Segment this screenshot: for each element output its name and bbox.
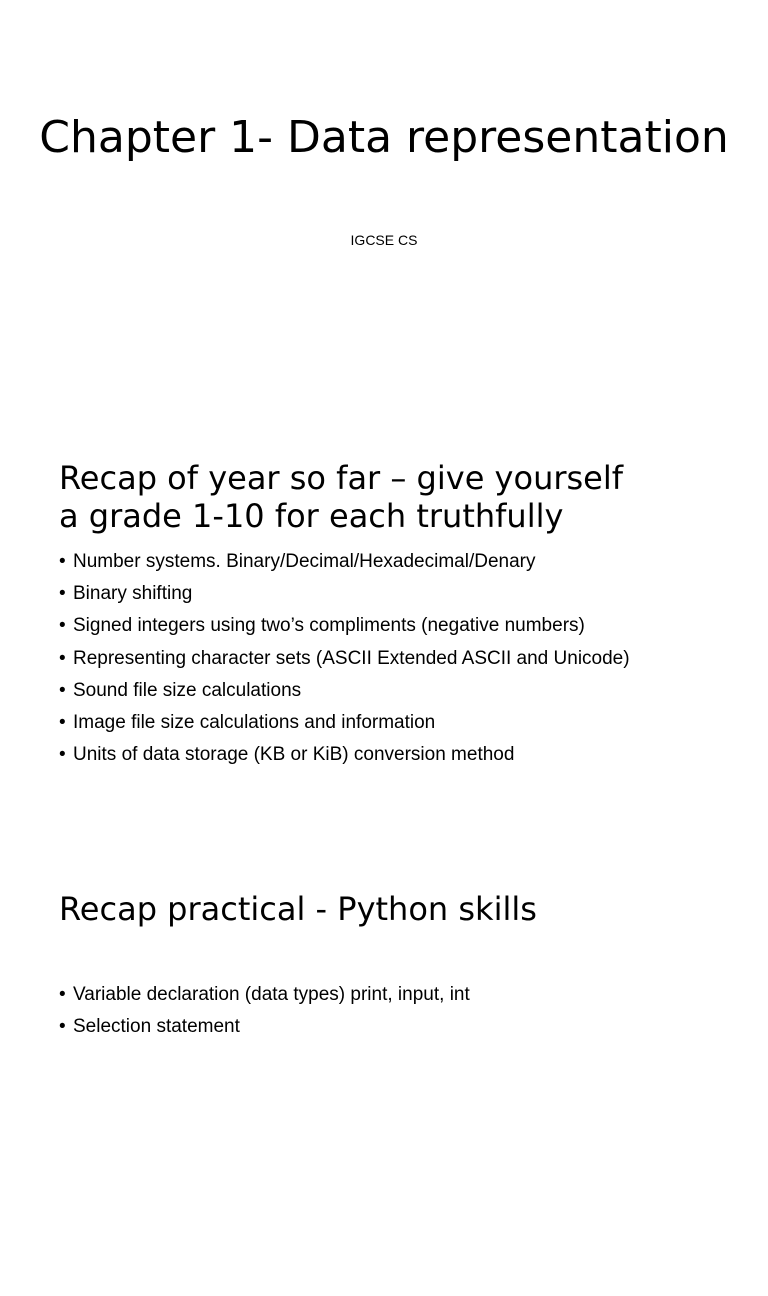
bullet-icon: •: [59, 1016, 66, 1038]
bullet-icon: •: [59, 583, 66, 605]
bullet-icon: •: [59, 744, 66, 766]
bullet-icon: •: [59, 679, 66, 701]
list-item-text: Signed integers using two’s compliments (negative numbers): [73, 615, 585, 637]
recap-heading-line-1: Recap of year so far – give yourself: [59, 459, 624, 497]
list-item-text: Number systems. Binary/Decimal/Hexadecimal/Denary: [73, 551, 536, 572]
chapter-subtitle: IGCSE CS: [350, 232, 418, 248]
chapter-title: Chapter 1- Data representation: [39, 112, 729, 163]
list-item-text: Image file size calculations and information: [73, 712, 436, 734]
list-item-text: Selection statement: [73, 1016, 240, 1038]
bullet-icon: •: [59, 984, 66, 1005]
recap-heading-line-2: a grade 1-10 for each truthfully: [59, 497, 564, 535]
list-item-text: Variable declaration (data types) print, input, int: [73, 984, 470, 1005]
list-item: [59, 979, 739, 1011]
bullet-icon: •: [59, 551, 66, 572]
recap-heading: [59, 459, 739, 535]
slide-title: [0, 0, 768, 432]
list-item: [59, 610, 739, 642]
list-item-text: Sound file size calculations: [73, 679, 302, 701]
slide-recap-practical: [0, 864, 768, 1296]
recap-bullet-list: [59, 546, 739, 771]
list-item: [59, 578, 739, 610]
list-item: [59, 546, 739, 578]
list-item-text: Units of data storage (KB or KiB) conversion method: [73, 744, 515, 766]
list-item: [59, 707, 739, 739]
list-item-text: Binary shifting: [73, 583, 193, 605]
practical-heading: Recap practical - Python skills: [59, 890, 537, 928]
slide-recap-year: [0, 432, 768, 864]
practical-bullet-list: [59, 979, 739, 1043]
list-item-text: Representing character sets (ASCII Extended ASCII and Unicode): [73, 647, 630, 669]
list-item: [59, 739, 739, 771]
list-item: [59, 643, 739, 675]
list-item: [59, 1011, 739, 1043]
bullet-icon: •: [59, 615, 66, 637]
bullet-icon: •: [59, 712, 66, 734]
list-item: [59, 675, 739, 707]
bullet-icon: •: [59, 647, 66, 669]
